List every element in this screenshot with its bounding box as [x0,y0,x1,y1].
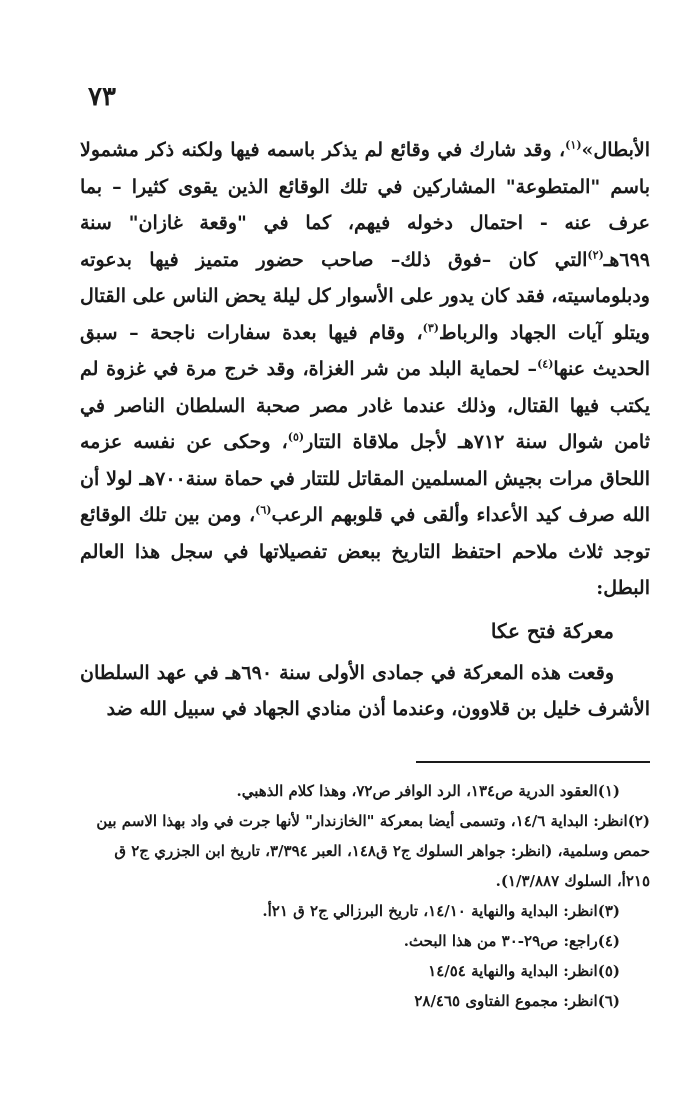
footnote-ref-2: (٢) [587,248,604,262]
text-run: – لحماية البلد من شر الغزاة، وقد خرج مرة في غزوة لم يكتب فيها القتال، وذلك عندما غادر مصر صحبة السلطان الناصر في ثامن شوال سنة ٧١٢هـ لأجل ملاقاة التتار [80,358,650,453]
footnote-ref-1: (١) [565,138,582,152]
footnote-4: (٤)راجع: ص٢٩-٣٠ من هذا البحث. [403,932,620,950]
footnote-3: (٣)انظر: البداية والنهاية ١٤/١٠، تاريخ البرزالي ج٢ ق ٢١أ. [262,902,620,920]
text-run: الأبطال» [581,139,650,161]
text-run: التي كان –فوق ذلك– صاحب حضور متميز فيها بدعوته ودبلوماسيته، فقد كان يدور على الأسوار كل ليلة يحض الناس على القتال ويتلو آيات الجهاد والرباط [80,248,650,344]
text-run: ، ومن بين تلك الوقائع توجد ثلاث ملاحم احتفظ التاريخ ببعض تفصيلاتها في سجل هذا العالم البطل: [80,504,650,599]
paragraph-1 [80,132,650,607]
footnote-5: (٥)انظر: البداية والنهاية ١٤/٥٤ [428,962,620,980]
footnote-2: (٢)انظر: البداية ١٤/٦، وتسمى أيضا بمعركة "الخازندار" لأنها جرت في واد بهذا الاسم بين حمص وسلمية، (انظر: جواهر السلوك ج٢ ق١٤٨، العبر ٣/٣٩٤، تاريخ ابن الجزري ج٢ ق ٢١٥أ، السلوك ١/٣/٨٨٧). [96,812,650,890]
text-run: ، وحكى عن نفسه عزمه اللحاق مرات بجيش المسلمين المقاتل للتتار في حماة سنة٧٠٠هـ لولا أن الله صرف كيد الأعداء وألقى في قلوبهم الرعب [80,431,650,526]
footnotes [80,776,650,1016]
footnote-ref-3: (٣) [422,321,439,335]
text-run: ، وقام فيها بعدة سفارات ناجحة – سبق الحديث عنها [80,321,651,380]
footnote-ref-5: (٥) [287,430,305,444]
footnote-divider [416,761,650,763]
footnote-6: (٦)انظر: مجموع الفتاوى ٢٨/٤٦٥ [414,992,620,1010]
footnote-ref-6: (٦) [255,503,272,517]
text-run: ، وقد شارك في وقائع لم يذكر باسمه فيها ولكنه ذكر مشمولا باسم "المتطوعة" المشاركين في تلك الوقائع الذين يقوى كثيرا – بما عرف عنه - احتمال دخوله فيهم، كما في "وقعة غازان" سنة ٦٩٩هـ [80,139,650,271]
footnote-1: (١)العقود الدرية ص١٣٤، الرد الوافر ص٧٢، وهذا كلام الذهبي. [236,782,620,800]
footnote-ref-4: (٤) [537,357,554,371]
section-heading: معركة فتح عكا [490,618,614,643]
main-text [80,132,650,728]
page-number: ٧٣ [88,82,116,112]
paragraph-2: وقعت هذه المعركة في جمادى الأولى سنة ٦٩٠هـ في عهد السلطان الأشرف خليل بن قلاوون، وعندما أذن منادي الجهاد في سبيل الله ضد [80,661,650,720]
